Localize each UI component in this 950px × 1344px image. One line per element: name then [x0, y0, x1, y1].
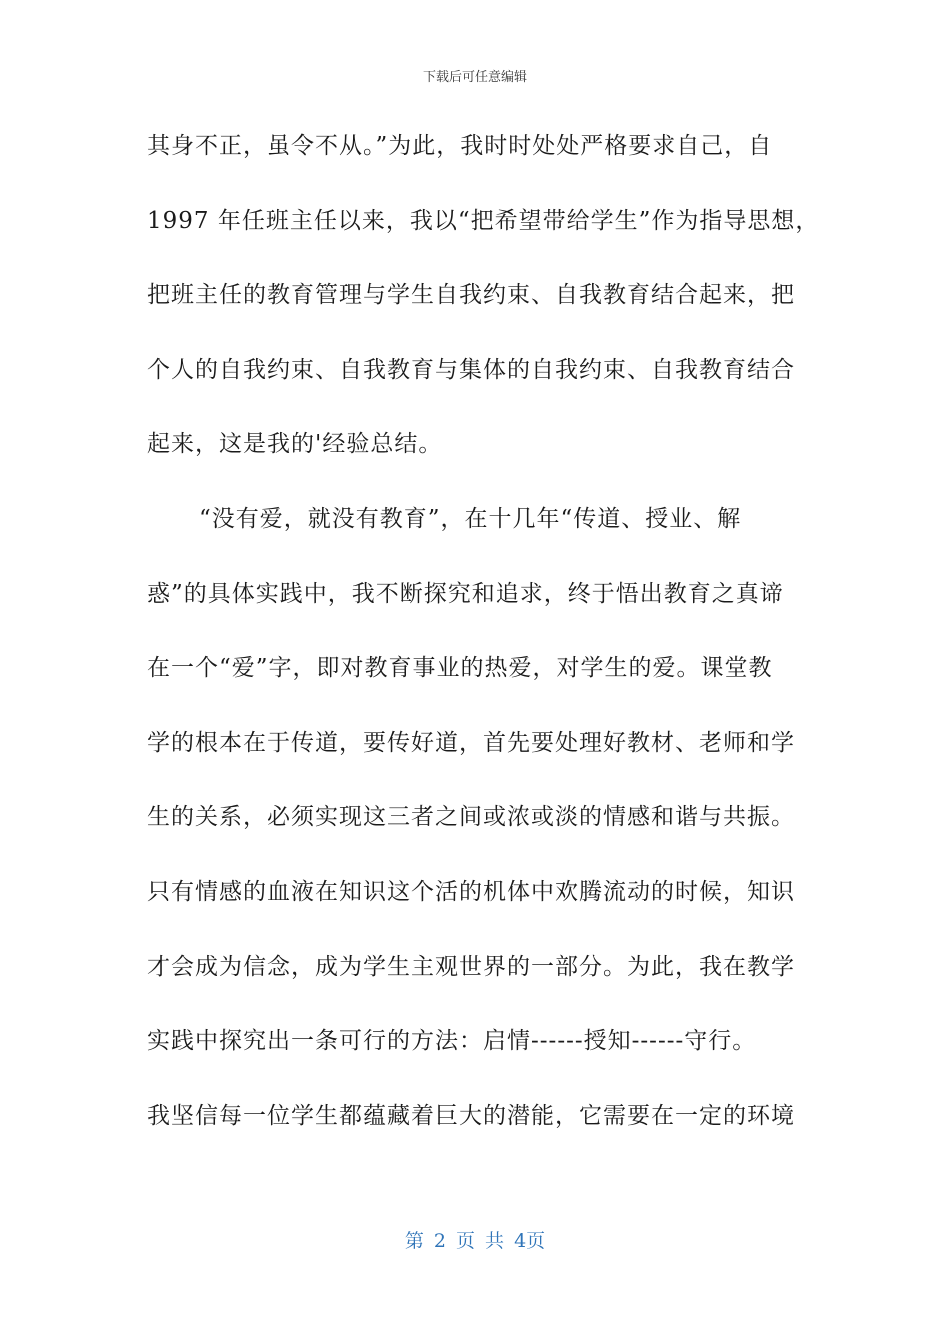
text-line: 1997 年任班主任以来，我以“把希望带给学生”作为指导思想， — [147, 207, 820, 234]
text-line: 在一个“爱”字，即对教育事业的热爱，对学生的爱。课堂教 — [147, 655, 773, 682]
page-number-footer: 第 2 页 共 4页 — [404, 1230, 546, 1252]
text-line: 只有情感的血液在知识这个活的机体中欢腾流动的时候，知识 — [147, 878, 795, 905]
text-line: 学的根本在于传道，要传好道，首先要处理好教材、老师和学 — [147, 729, 795, 756]
text-line: 实践中探究出一条可行的方法：启情------授知------守行。 — [147, 1028, 757, 1055]
text-line: 其身不正，虽令不从。”为此，我时时处处严格要求自己，自 — [147, 133, 773, 159]
text-line: 我坚信每一位学生都蕴藏着巨大的潜能，它需要在一定的环境 — [147, 1102, 795, 1129]
text-line: 生的关系，必须实现这三者之间或浓或淡的情感和谐与共振。 — [147, 804, 795, 831]
page-header: 下载后可任意编辑 — [422, 70, 527, 85]
text-line-paragraph-start: “没有爱，就没有教育”，在十几年“传道、授业、解 — [199, 505, 742, 532]
text-line: 个人的自我约束、自我教育与集体的自我约束、自我教育结合 — [147, 356, 795, 383]
text-line: 把班主任的教育管理与学生自我约束、自我教育结合起来，把 — [147, 282, 795, 309]
text-line: 才会成为信念，成为学生主观世界的一部分。为此，我在教学 — [147, 953, 795, 980]
document-body — [147, 120, 820, 1164]
text-line: 起来，这是我的'经验总结。 — [147, 431, 443, 458]
text-line: 惑”的具体实践中，我不断探究和追求，终于悟出教育之真谛 — [147, 580, 784, 607]
